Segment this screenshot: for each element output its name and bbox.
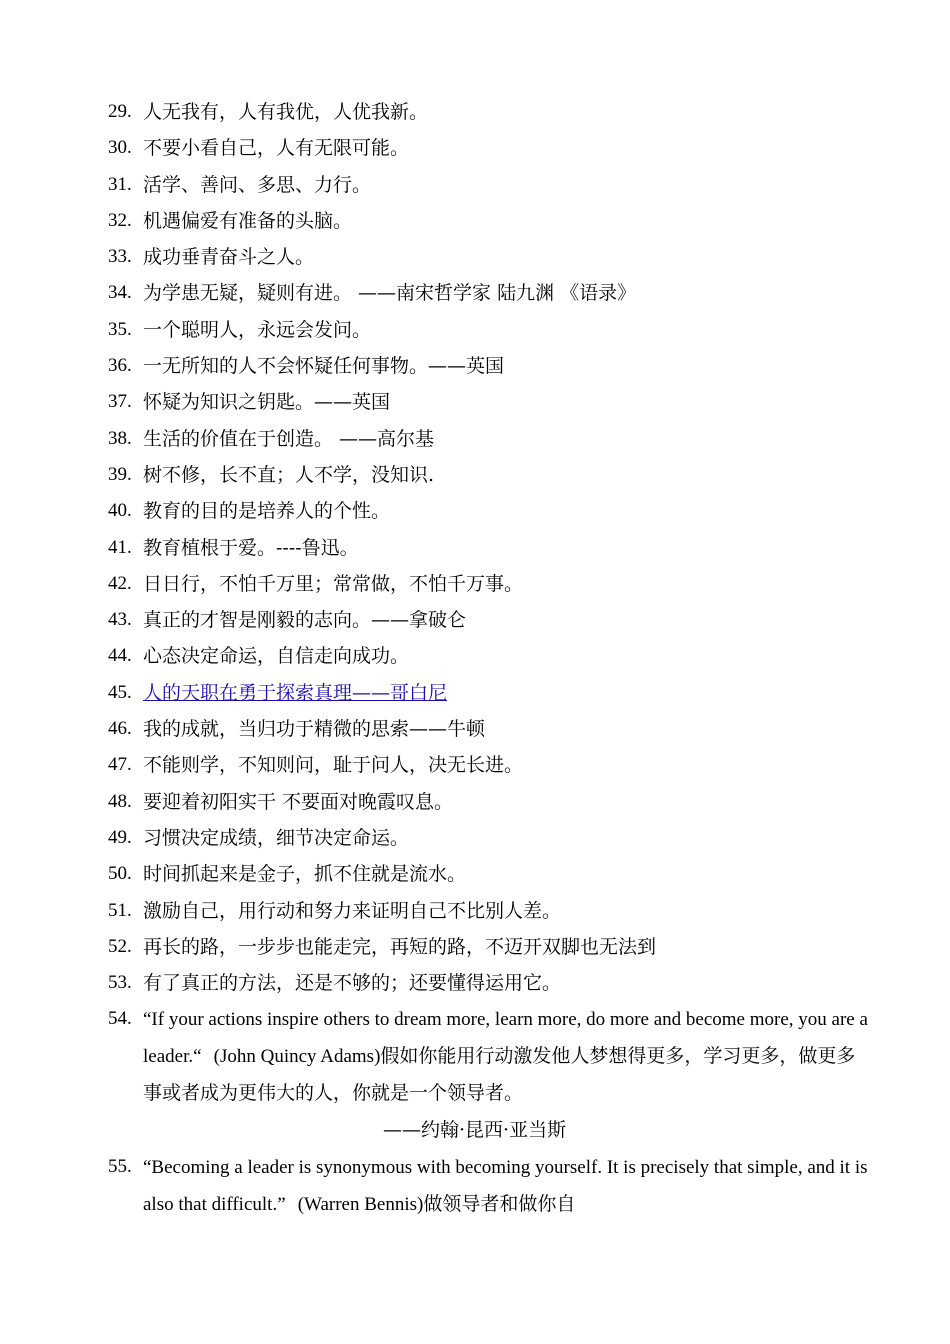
item-number: 30. (108, 137, 132, 159)
item-number: 42. (108, 572, 132, 594)
item-number: 53. (108, 972, 132, 994)
item-number: 43. (108, 609, 132, 631)
item-text: 机遇偏爱有准备的头脑。 (143, 209, 353, 232)
list-item (108, 675, 868, 711)
item-text: 真正的才智是刚毅的志向。——拿破仑 (143, 609, 467, 632)
item-text: 时间抓起来是金子，抓不住就是流水。 (143, 863, 467, 886)
item-text: 不要小看自己，人有无限可能。 (143, 137, 410, 160)
item-text: 有了真正的方法，还是不够的；还要懂得运用它。 (143, 972, 562, 995)
item-number: 51. (108, 899, 132, 921)
list-item (108, 711, 868, 747)
item-number: 41. (108, 536, 132, 558)
list-item (108, 747, 868, 783)
item-text: 再长的路，一步步也能走完，再短的路，不迈开双脚也无法到 (143, 935, 657, 958)
item-number: 37. (108, 391, 132, 413)
list-item-leader-quote-adams (108, 1001, 868, 1149)
item-number: 44. (108, 645, 132, 667)
item-number: 50. (108, 863, 132, 885)
list-item (108, 929, 868, 965)
list-item (108, 784, 868, 820)
item-text (143, 1001, 868, 1149)
quote-translation: 假如你能用行动激发他人梦想得更多，学习更多，做更多事或者成为更伟大的人，你就是一个领导者。 (143, 1045, 856, 1105)
list-item (108, 203, 868, 239)
item-number: 32. (108, 209, 132, 231)
quote-translation: 做领导者和做你自 (423, 1193, 576, 1216)
english-quote: “If your actions inspire others to dream more, learn more, do more and become more, you are a leader.“ (143, 1009, 868, 1068)
item-text: 一无所知的人不会怀疑任何事物。——英国 (143, 355, 505, 378)
item-number: 38. (108, 427, 132, 449)
item-number: 34. (108, 282, 132, 304)
item-text: 不能则学，不知则问，耻于问人，决无长进。 (143, 754, 524, 777)
item-text: 心态决定命运，自信走向成功。 (143, 645, 410, 668)
item-text: 为学患无疑，疑则有进。 ——南宋哲学家 陆九渊 《语录》 (143, 282, 637, 305)
quote-author-english: (Warren Bennis) (297, 1194, 424, 1216)
item-text: 怀疑为知识之钥匙。——英国 (143, 391, 391, 414)
item-text (143, 1149, 868, 1223)
item-number: 39. (108, 463, 132, 485)
item-number: 40. (108, 500, 132, 522)
item-number: 48. (108, 790, 132, 812)
list-item (108, 856, 868, 892)
list-item (108, 130, 868, 166)
item-number: 49. (108, 826, 132, 848)
item-text: 教育植根于爱。----鲁迅。 (143, 536, 359, 559)
item-number: 35. (108, 318, 132, 340)
quote-author-english: (John Quincy Adams) (213, 1046, 381, 1068)
list-item (108, 457, 868, 493)
item-number: 55. (108, 1156, 132, 1178)
item-number: 36. (108, 355, 132, 377)
item-number: 46. (108, 718, 132, 740)
item-number: 31. (108, 173, 132, 195)
quote-signature: ——约翰·昆西·亚当斯 (383, 1119, 567, 1142)
list-item (108, 893, 868, 929)
list-item-leader-quote-bennis (108, 1149, 868, 1223)
item-text: 教育的目的是培养人的个性。 (143, 500, 391, 523)
list-item (108, 820, 868, 856)
list-item (108, 566, 868, 602)
item-number: 45. (108, 681, 132, 703)
item-number: 29. (108, 101, 132, 122)
list-item (108, 167, 868, 203)
item-text: 习惯决定成绩，细节决定命运。 (143, 826, 410, 849)
item-text: 成功垂青奋斗之人。 (143, 246, 315, 269)
list-item (108, 348, 868, 384)
list-item (108, 239, 868, 275)
item-text: 人无我有，人有我优，人优我新。 (143, 101, 429, 123)
item-text: 激励自己，用行动和努力来证明自己不比别人差。 (143, 899, 562, 922)
list-item (108, 638, 868, 674)
list-item (108, 275, 868, 311)
item-text: 活学、善问、多思、力行。 (143, 173, 372, 196)
item-text: 日日行，不怕千万里；常常做，不怕千万事。 (143, 572, 524, 595)
item-text: 树不修，长不直；人不学，没知识. (143, 463, 435, 486)
item-number: 52. (108, 935, 132, 957)
item-text: 生活的价值在于创造。 ——高尔基 (143, 427, 435, 450)
list-item (108, 965, 868, 1001)
english-quote: “Becoming a leader is synonymous with becoming yourself. It is precisely that simple, and it is also that difficult.” (143, 1157, 868, 1216)
list-item (108, 94, 868, 130)
quote-list (108, 94, 868, 1223)
item-number: 54. (108, 1008, 132, 1030)
list-item (108, 530, 868, 566)
item-number: 33. (108, 246, 132, 268)
item-text: 我的成就，当归功于精微的思索——牛顿 (143, 718, 486, 741)
item-text: 要迎着初阳实干 不要面对晚霞叹息。 (143, 790, 454, 813)
list-item (108, 312, 868, 348)
list-item (108, 493, 868, 529)
list-item (108, 384, 868, 420)
list-item (108, 421, 868, 457)
item-number: 47. (108, 754, 132, 776)
copernicus-link[interactable]: 人的天职在勇于探索真理——哥白尼 (143, 681, 448, 704)
list-item (108, 602, 868, 638)
item-text: 一个聪明人，永远会发问。 (143, 318, 372, 341)
